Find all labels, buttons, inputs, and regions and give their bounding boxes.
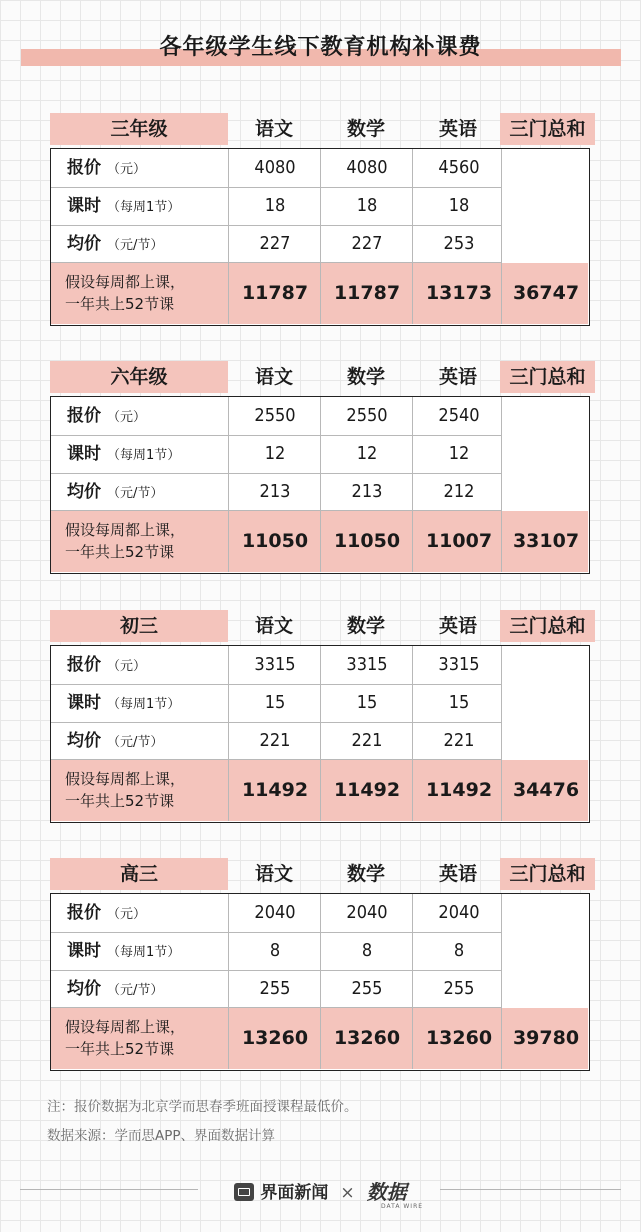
row-unit: （元） <box>107 410 147 425</box>
row-unit: （元/节） <box>107 238 164 253</box>
row-label: 均价 <box>67 234 101 254</box>
grade-header: 三年级 <box>50 113 228 145</box>
table-cell: 15 <box>448 692 470 713</box>
table-cell: 212 <box>443 481 475 502</box>
column-header-chinese: 语文 <box>254 615 293 637</box>
table-cell: 12 <box>356 443 378 464</box>
grade-header: 高三 <box>50 858 228 890</box>
datawire-logo: 数据 <box>366 1180 407 1204</box>
footer <box>0 1176 641 1205</box>
column-divider <box>228 149 229 324</box>
footnote: 注：报价数据为北京学而思春季班面授课程最低价。 <box>47 1099 358 1115</box>
column-divider <box>501 149 502 324</box>
table-cell: 221 <box>443 730 475 751</box>
column-header-math: 数学 <box>346 366 385 388</box>
table-cell: 3315 <box>254 654 296 675</box>
assumption-label: 假设每周都上课， 一年共上52节课 <box>65 273 186 313</box>
row-label: 均价 <box>67 731 101 751</box>
total-cell: 39780 <box>512 1027 580 1049</box>
table-cell: 11007 <box>425 530 493 552</box>
column-header-total: 三门总和 <box>500 361 595 393</box>
assumption-label: 假设每周都上课， 一年共上52节课 <box>65 770 186 810</box>
table-cell: 11787 <box>333 282 401 304</box>
table-cell: 15 <box>356 692 378 713</box>
row-label: 报价 <box>67 655 101 675</box>
column-header-math: 数学 <box>346 863 385 885</box>
data-source: 数据来源：学而思APP、界面数据计算 <box>47 1128 276 1144</box>
fee-table <box>50 893 590 1071</box>
column-divider <box>412 646 413 821</box>
column-header-english: 英语 <box>438 615 477 637</box>
column-divider <box>501 894 502 1069</box>
row-label: 报价 <box>67 406 101 426</box>
column-divider <box>501 646 502 821</box>
column-divider <box>228 894 229 1069</box>
column-divider <box>320 894 321 1069</box>
datawire-logo-sub: DATA WIRE <box>381 1203 424 1210</box>
row-divider <box>51 722 501 723</box>
table-cell: 3315 <box>438 654 480 675</box>
table-cell: 253 <box>443 233 475 254</box>
column-divider <box>228 397 229 572</box>
table-cell: 11050 <box>241 530 309 552</box>
grade-header: 六年级 <box>50 361 228 393</box>
table-cell: 4080 <box>254 157 296 178</box>
column-header-math: 数学 <box>346 615 385 637</box>
grade-section <box>50 113 595 328</box>
row-unit: （每周1节） <box>107 697 181 712</box>
table-cell: 13260 <box>333 1027 401 1049</box>
table-cell: 11492 <box>425 779 493 801</box>
page-title: 各年级学生线下教育机构补课费 <box>159 35 482 60</box>
column-divider <box>412 397 413 572</box>
row-unit: （元） <box>107 659 147 674</box>
table-cell: 4080 <box>346 157 388 178</box>
row-label: 均价 <box>67 979 101 999</box>
row-unit: （每周1节） <box>107 945 181 960</box>
table-cell: 11787 <box>241 282 309 304</box>
row-divider <box>51 435 501 436</box>
row-divider <box>51 932 501 933</box>
fee-table <box>50 396 590 574</box>
row-divider <box>51 187 501 188</box>
footer-brand: 界面新闻 <box>260 1183 329 1203</box>
row-label: 课时 <box>67 444 101 464</box>
row-unit: （元/节） <box>107 735 164 750</box>
row-divider <box>51 225 501 226</box>
table-cell: 227 <box>351 233 383 254</box>
table-cell: 227 <box>259 233 291 254</box>
table-cell: 2040 <box>254 902 296 923</box>
row-unit: （每周1节） <box>107 200 181 215</box>
table-cell: 12 <box>448 443 470 464</box>
row-unit: （每周1节） <box>107 448 181 463</box>
row-label: 报价 <box>67 903 101 923</box>
row-divider <box>51 510 501 511</box>
column-divider <box>320 149 321 324</box>
table-cell: 255 <box>443 978 475 999</box>
grade-section <box>50 610 595 825</box>
row-unit: （元） <box>107 907 147 922</box>
jiemian-logo-icon <box>234 1183 254 1201</box>
table-cell: 15 <box>264 692 286 713</box>
table-cell: 2540 <box>438 405 480 426</box>
table-cell: 13260 <box>425 1027 493 1049</box>
table-cell: 2550 <box>254 405 296 426</box>
total-cell: 33107 <box>512 530 580 552</box>
grade-section <box>50 361 595 576</box>
column-divider <box>501 397 502 572</box>
table-cell: 8 <box>269 940 281 961</box>
column-header-chinese: 语文 <box>254 863 293 885</box>
column-header-english: 英语 <box>438 118 477 140</box>
grade-section <box>50 858 595 1073</box>
row-divider <box>51 684 501 685</box>
row-label: 课时 <box>67 196 101 216</box>
table-cell: 12 <box>264 443 286 464</box>
row-unit: （元/节） <box>107 983 164 998</box>
row-label: 课时 <box>67 693 101 713</box>
table-cell: 18 <box>448 195 470 216</box>
row-unit: （元） <box>107 162 147 177</box>
column-divider <box>228 646 229 821</box>
table-cell: 11492 <box>241 779 309 801</box>
row-divider <box>51 1007 501 1008</box>
table-cell: 2550 <box>346 405 388 426</box>
table-cell: 221 <box>351 730 383 751</box>
table-cell: 8 <box>453 940 465 961</box>
column-divider <box>320 397 321 572</box>
table-cell: 4560 <box>438 157 480 178</box>
table-cell: 2040 <box>438 902 480 923</box>
table-cell: 221 <box>259 730 291 751</box>
column-header-total: 三门总和 <box>500 858 595 890</box>
fee-table <box>50 645 590 823</box>
table-cell: 11492 <box>333 779 401 801</box>
total-cell: 34476 <box>512 779 580 801</box>
row-divider <box>51 262 501 263</box>
column-header-english: 英语 <box>438 366 477 388</box>
table-cell: 213 <box>259 481 291 502</box>
column-header-chinese: 语文 <box>254 366 293 388</box>
table-cell: 255 <box>259 978 291 999</box>
table-cell: 13260 <box>241 1027 309 1049</box>
column-divider <box>412 149 413 324</box>
table-cell: 18 <box>356 195 378 216</box>
table-cell: 11050 <box>333 530 401 552</box>
table-cell: 18 <box>264 195 286 216</box>
column-header-math: 数学 <box>346 118 385 140</box>
table-cell: 8 <box>361 940 373 961</box>
row-unit: （元/节） <box>107 486 164 501</box>
row-label: 均价 <box>67 482 101 502</box>
row-divider <box>51 970 501 971</box>
row-label: 课时 <box>67 941 101 961</box>
column-divider <box>412 894 413 1069</box>
column-header-total: 三门总和 <box>500 610 595 642</box>
fee-table <box>50 148 590 326</box>
table-cell: 255 <box>351 978 383 999</box>
column-header-english: 英语 <box>438 863 477 885</box>
table-cell: 2040 <box>346 902 388 923</box>
grade-header: 初三 <box>50 610 228 642</box>
row-divider <box>51 759 501 760</box>
column-header-chinese: 语文 <box>254 118 293 140</box>
column-header-total: 三门总和 <box>500 113 595 145</box>
column-divider <box>320 646 321 821</box>
total-cell: 36747 <box>512 282 580 304</box>
table-cell: 3315 <box>346 654 388 675</box>
row-label: 报价 <box>67 158 101 178</box>
table-cell: 213 <box>351 481 383 502</box>
table-cell: 13173 <box>425 282 493 304</box>
footer-times: × <box>340 1183 355 1203</box>
assumption-label: 假设每周都上课， 一年共上52节课 <box>65 1018 186 1058</box>
assumption-label: 假设每周都上课， 一年共上52节课 <box>65 521 186 561</box>
row-divider <box>51 473 501 474</box>
